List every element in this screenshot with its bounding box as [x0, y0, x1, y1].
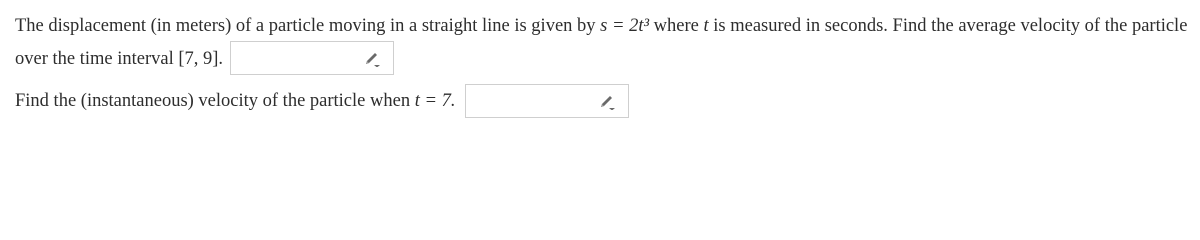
- time-variable: t: [703, 16, 709, 36]
- instantaneous-velocity-input[interactable]: [465, 84, 629, 118]
- question-line-2: [15, 43, 394, 75]
- average-velocity-input[interactable]: [230, 41, 394, 75]
- pencil-icon: [598, 94, 616, 110]
- time-condition: t = 7.: [414, 91, 456, 111]
- interval-text: over the time interval: [15, 49, 179, 69]
- time-interval: [7, 9].: [178, 49, 224, 69]
- instantaneous-text: Find the (instantaneous) velocity of the particle when: [15, 91, 415, 111]
- question-text-prefix: The displacement (in meters) of a particle moving in a straight line is given by: [15, 16, 601, 36]
- question-line-3: [15, 84, 629, 118]
- question-text-suffix: is measured in seconds. Find the average velocity of the particle: [708, 16, 1188, 36]
- question-text-mid: where: [649, 16, 704, 36]
- displacement-formula: s = 2t³: [600, 16, 650, 36]
- pencil-icon: [363, 51, 381, 67]
- question-line-1: [15, 15, 1187, 37]
